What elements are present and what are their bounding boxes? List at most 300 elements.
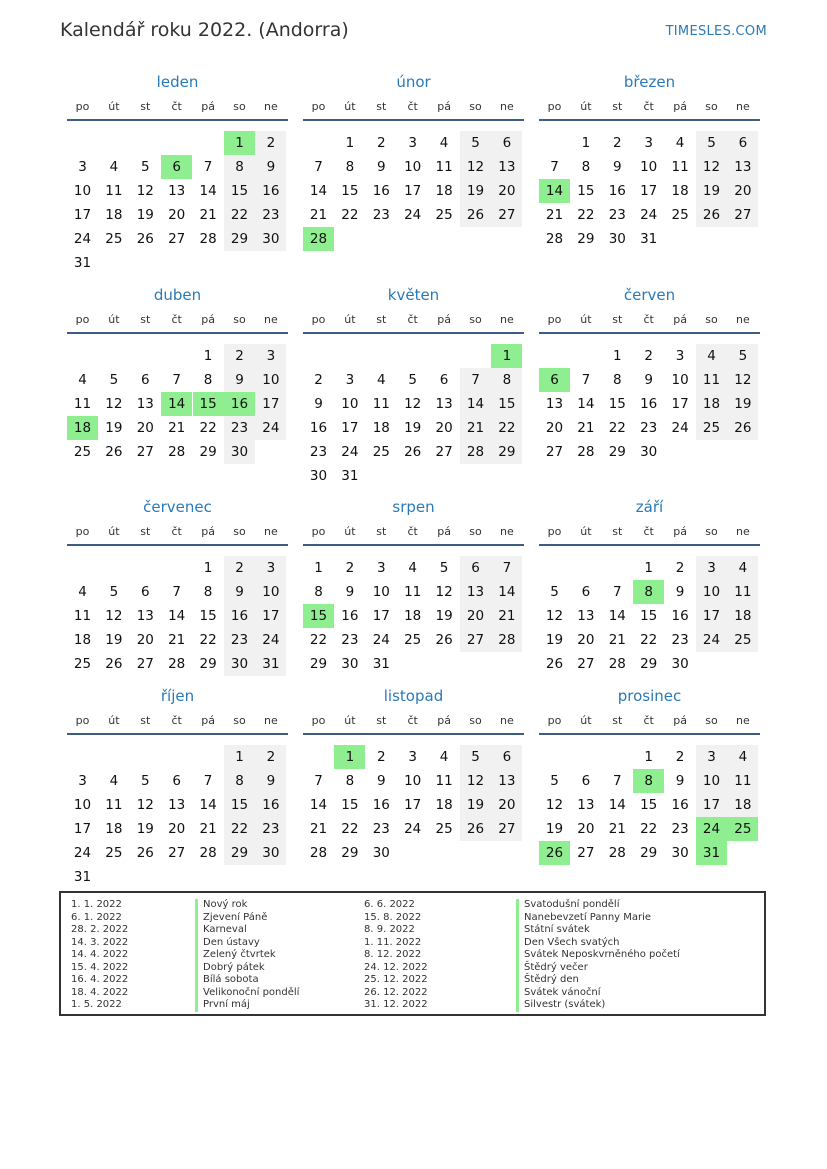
day-cell: 20 bbox=[491, 793, 522, 817]
day-cell: 20 bbox=[460, 604, 491, 628]
day-cell: 13 bbox=[577, 797, 595, 813]
day-cell: 25 bbox=[696, 416, 727, 440]
day-cell: 4 bbox=[675, 135, 685, 151]
day-cell: 31 bbox=[640, 231, 658, 247]
day-cell: 11 bbox=[105, 183, 123, 199]
day-cell: 29 bbox=[224, 227, 255, 251]
day-cell: 26 bbox=[696, 203, 727, 227]
weekday-header: so bbox=[469, 100, 482, 113]
day-cell: 16 bbox=[309, 420, 328, 436]
day-cell: 28 bbox=[460, 440, 491, 464]
day-cell: 1 bbox=[581, 135, 591, 151]
day-cell: 9 bbox=[377, 159, 386, 175]
weekday-header: ne bbox=[500, 714, 514, 727]
weekday-header: so bbox=[233, 100, 246, 113]
day-cell: 25 bbox=[105, 845, 123, 861]
month-leden bbox=[67, 73, 288, 273]
day-cell: 22 bbox=[608, 420, 626, 436]
day-cell: 20 bbox=[136, 632, 154, 648]
day-cell: 20 bbox=[168, 207, 186, 223]
day-cell: 9 bbox=[255, 769, 286, 793]
day-cell: 14 bbox=[608, 608, 626, 624]
day-cell: 14 bbox=[608, 797, 626, 813]
holiday-day-cell: 8 bbox=[633, 769, 664, 793]
weekday-header: po bbox=[75, 313, 90, 326]
legend-holiday-name: Státní svátek bbox=[516, 924, 590, 937]
day-cell: 13 bbox=[136, 608, 154, 624]
day-cell: 6 bbox=[581, 584, 591, 600]
day-cell: 21 bbox=[199, 207, 217, 223]
day-cell: 2 bbox=[224, 344, 255, 368]
page-title: Kalendář roku 2022. (Andorra) bbox=[60, 19, 349, 41]
day-cell: 12 bbox=[136, 797, 154, 813]
day-cell: 22 bbox=[224, 817, 255, 841]
day-cell: 23 bbox=[671, 821, 689, 837]
day-cell: 28 bbox=[199, 845, 217, 861]
day-cell: 25 bbox=[105, 231, 123, 247]
day-cell: 27 bbox=[136, 656, 154, 672]
day-cell: 13 bbox=[577, 608, 595, 624]
day-cell: 3 bbox=[696, 745, 727, 769]
day-cell: 3 bbox=[696, 556, 727, 580]
day-cell: 24 bbox=[640, 207, 658, 223]
weekday-header: po bbox=[311, 313, 326, 326]
day-cell: 24 bbox=[73, 231, 92, 247]
weekday-header: ne bbox=[736, 714, 750, 727]
holiday-day-cell: 1 bbox=[491, 344, 522, 368]
holiday-day-cell: 18 bbox=[67, 416, 98, 440]
day-cell: 11 bbox=[435, 773, 453, 789]
day-cell: 13 bbox=[491, 155, 522, 179]
day-cell: 22 bbox=[577, 207, 595, 223]
legend-date: 1. 5. 2022 bbox=[71, 999, 122, 1010]
day-cell: 24 bbox=[73, 845, 92, 861]
legend-holiday-name: Svatodušní pondělí bbox=[516, 899, 619, 912]
day-cell: 5 bbox=[109, 372, 119, 388]
day-cell: 17 bbox=[341, 420, 359, 436]
weekday-header: st bbox=[140, 313, 151, 326]
day-cell: 28 bbox=[168, 656, 186, 672]
day-cell: 19 bbox=[404, 420, 422, 436]
day-cell: 15 bbox=[224, 179, 255, 203]
day-cell: 24 bbox=[404, 821, 422, 837]
weekday-header: pá bbox=[201, 525, 215, 538]
weekday-header: st bbox=[376, 525, 387, 538]
day-cell: 15 bbox=[608, 396, 626, 412]
day-cell: 8 bbox=[491, 368, 522, 392]
day-cell: 31 bbox=[255, 652, 286, 676]
day-cell: 7 bbox=[203, 773, 213, 789]
day-cell: 27 bbox=[577, 845, 595, 861]
day-cell: 16 bbox=[608, 183, 626, 199]
day-cell: 18 bbox=[105, 207, 123, 223]
day-cell: 6 bbox=[727, 131, 758, 155]
weekday-header: čt bbox=[643, 525, 654, 538]
holiday-day-cell: 14 bbox=[539, 179, 570, 203]
day-cell: 1 bbox=[345, 135, 355, 151]
weekday-header: ne bbox=[500, 313, 514, 326]
day-cell: 16 bbox=[640, 396, 658, 412]
day-cell: 13 bbox=[168, 183, 186, 199]
weekday-header: čt bbox=[407, 100, 418, 113]
day-cell: 23 bbox=[224, 628, 255, 652]
day-cell: 26 bbox=[460, 203, 491, 227]
day-cell: 30 bbox=[608, 231, 626, 247]
day-cell: 12 bbox=[404, 396, 422, 412]
day-cell: 21 bbox=[168, 420, 186, 436]
weekday-header: út bbox=[108, 313, 120, 326]
weekday-header: st bbox=[140, 525, 151, 538]
legend-date: 28. 2. 2022 bbox=[71, 924, 129, 935]
day-cell: 2 bbox=[675, 560, 685, 576]
day-cell: 17 bbox=[73, 207, 92, 223]
header-rule bbox=[67, 733, 288, 735]
weekday-header: po bbox=[75, 100, 90, 113]
weekday-header: ne bbox=[264, 100, 278, 113]
day-cell: 30 bbox=[372, 845, 390, 861]
weekday-header: út bbox=[344, 313, 356, 326]
weekday-header: st bbox=[376, 313, 387, 326]
day-cell: 15 bbox=[491, 392, 522, 416]
day-cell: 1 bbox=[224, 745, 255, 769]
holiday-day-cell: 6 bbox=[161, 155, 192, 179]
day-cell: 11 bbox=[404, 584, 422, 600]
day-cell: 21 bbox=[309, 821, 328, 837]
day-cell: 31 bbox=[372, 656, 390, 672]
day-cell: 2 bbox=[644, 348, 653, 364]
day-cell: 8 bbox=[581, 159, 591, 175]
day-cell: 6 bbox=[439, 372, 449, 388]
day-cell: 29 bbox=[640, 845, 658, 861]
day-cell: 2 bbox=[377, 749, 386, 765]
weekday-header: so bbox=[705, 313, 718, 326]
day-cell: 8 bbox=[203, 372, 213, 388]
month-únor bbox=[303, 73, 524, 273]
month-září bbox=[539, 498, 760, 698]
day-cell: 16 bbox=[255, 793, 286, 817]
day-cell: 30 bbox=[341, 656, 359, 672]
legend-date: 6. 6. 2022 bbox=[364, 899, 415, 910]
day-cell: 25 bbox=[435, 207, 453, 223]
day-cell: 26 bbox=[460, 817, 491, 841]
day-cell: 11 bbox=[73, 396, 92, 412]
weekday-header: po bbox=[547, 525, 562, 538]
day-cell: 13 bbox=[435, 396, 453, 412]
weekday-header: so bbox=[469, 313, 482, 326]
weekday-header: so bbox=[233, 525, 246, 538]
weekday-header: st bbox=[612, 313, 623, 326]
day-cell: 19 bbox=[727, 392, 758, 416]
header-rule bbox=[303, 119, 524, 121]
day-cell: 16 bbox=[255, 179, 286, 203]
day-cell: 6 bbox=[141, 584, 150, 600]
day-cell: 11 bbox=[696, 368, 727, 392]
holiday-day-cell: 28 bbox=[303, 227, 334, 251]
month-name: říjen bbox=[160, 687, 195, 705]
weekday-header: čt bbox=[643, 100, 654, 113]
legend-holiday-name: Den ústavy bbox=[195, 937, 260, 950]
day-cell: 21 bbox=[608, 821, 626, 837]
day-cell: 3 bbox=[408, 135, 417, 151]
legend-date: 8. 9. 2022 bbox=[364, 924, 415, 935]
weekday-header: so bbox=[705, 525, 718, 538]
weekday-header: pá bbox=[437, 525, 451, 538]
day-cell: 1 bbox=[644, 560, 653, 576]
weekday-header: čt bbox=[171, 313, 182, 326]
legend-date: 25. 12. 2022 bbox=[364, 974, 428, 985]
day-cell: 28 bbox=[577, 444, 595, 460]
header-rule bbox=[539, 544, 760, 546]
holiday-day-cell: 1 bbox=[334, 745, 365, 769]
day-cell: 29 bbox=[491, 440, 522, 464]
day-cell: 23 bbox=[372, 207, 390, 223]
day-cell: 4 bbox=[727, 745, 758, 769]
day-cell: 3 bbox=[255, 344, 286, 368]
day-cell: 13 bbox=[545, 396, 564, 412]
day-cell: 21 bbox=[608, 632, 626, 648]
day-cell: 29 bbox=[608, 444, 626, 460]
day-cell: 9 bbox=[255, 155, 286, 179]
day-cell: 23 bbox=[640, 420, 658, 436]
weekday-header: pá bbox=[437, 714, 451, 727]
header-rule bbox=[539, 733, 760, 735]
day-cell: 21 bbox=[460, 416, 491, 440]
month-říjen bbox=[67, 687, 288, 887]
day-cell: 7 bbox=[491, 556, 522, 580]
day-cell: 18 bbox=[435, 797, 453, 813]
day-cell: 23 bbox=[255, 203, 286, 227]
day-cell: 30 bbox=[255, 841, 286, 865]
day-cell: 19 bbox=[105, 420, 123, 436]
day-cell: 29 bbox=[309, 656, 328, 672]
day-cell: 18 bbox=[671, 183, 689, 199]
day-cell: 2 bbox=[613, 135, 622, 151]
day-cell: 1 bbox=[203, 348, 213, 364]
day-cell: 16 bbox=[224, 604, 255, 628]
day-cell: 14 bbox=[309, 797, 328, 813]
holiday-day-cell: 24 bbox=[696, 817, 727, 841]
day-cell: 8 bbox=[345, 159, 355, 175]
weekday-header: čt bbox=[643, 313, 654, 326]
weekday-header: út bbox=[344, 714, 356, 727]
day-cell: 28 bbox=[199, 231, 217, 247]
day-cell: 6 bbox=[172, 773, 181, 789]
legend-date: 8. 12. 2022 bbox=[364, 949, 422, 960]
day-cell: 11 bbox=[105, 797, 123, 813]
weekday-header: pá bbox=[673, 714, 687, 727]
weekday-header: út bbox=[580, 313, 592, 326]
day-cell: 2 bbox=[345, 560, 355, 576]
day-cell: 25 bbox=[435, 821, 453, 837]
day-cell: 21 bbox=[577, 420, 595, 436]
weekday-header: čt bbox=[407, 313, 418, 326]
legend-date: 15. 4. 2022 bbox=[71, 961, 129, 973]
day-cell: 7 bbox=[460, 368, 491, 392]
month-name: červen bbox=[623, 286, 676, 304]
day-cell: 22 bbox=[640, 821, 658, 837]
day-cell: 27 bbox=[491, 203, 522, 227]
month-name: duben bbox=[153, 286, 202, 304]
day-cell: 29 bbox=[199, 444, 217, 460]
month-srpen bbox=[303, 498, 524, 698]
day-cell: 17 bbox=[255, 392, 286, 416]
weekday-header: pá bbox=[437, 313, 451, 326]
weekday-header: st bbox=[612, 714, 623, 727]
day-cell: 30 bbox=[640, 444, 658, 460]
day-cell: 17 bbox=[696, 793, 727, 817]
day-cell: 28 bbox=[545, 231, 564, 247]
day-cell: 20 bbox=[491, 179, 522, 203]
weekday-header: so bbox=[469, 525, 482, 538]
day-cell: 3 bbox=[675, 348, 685, 364]
day-cell: 13 bbox=[727, 155, 758, 179]
holiday-day-cell: 15 bbox=[303, 604, 334, 628]
day-cell: 27 bbox=[727, 203, 758, 227]
day-cell: 5 bbox=[109, 584, 119, 600]
weekday-header: pá bbox=[201, 100, 215, 113]
day-cell: 2 bbox=[675, 749, 685, 765]
day-cell: 7 bbox=[172, 584, 181, 600]
day-cell: 10 bbox=[372, 584, 390, 600]
day-cell: 12 bbox=[696, 155, 727, 179]
day-cell: 14 bbox=[491, 580, 522, 604]
weekday-header: čt bbox=[643, 714, 654, 727]
day-cell: 4 bbox=[408, 560, 417, 576]
weekday-header: po bbox=[311, 525, 326, 538]
weekday-header: čt bbox=[171, 525, 182, 538]
holiday-day-cell: 31 bbox=[696, 841, 727, 865]
day-cell: 10 bbox=[404, 773, 422, 789]
day-cell: 19 bbox=[545, 632, 564, 648]
weekday-header: pá bbox=[201, 313, 215, 326]
day-cell: 30 bbox=[309, 468, 328, 484]
header-rule bbox=[67, 119, 288, 121]
day-cell: 13 bbox=[136, 396, 154, 412]
legend-date: 1. 1. 2022 bbox=[71, 899, 122, 910]
day-cell: 6 bbox=[581, 773, 591, 789]
holiday-day-cell: 16 bbox=[224, 392, 255, 416]
month-březen bbox=[539, 73, 760, 273]
month-listopad bbox=[303, 687, 524, 887]
weekday-header: pá bbox=[673, 525, 687, 538]
weekday-header: st bbox=[612, 100, 623, 113]
day-cell: 28 bbox=[491, 628, 522, 652]
day-cell: 23 bbox=[309, 444, 328, 460]
day-cell: 4 bbox=[109, 773, 119, 789]
day-cell: 20 bbox=[577, 632, 595, 648]
day-cell: 22 bbox=[640, 632, 658, 648]
day-cell: 19 bbox=[460, 179, 491, 203]
day-cell: 24 bbox=[671, 420, 689, 436]
month-name: srpen bbox=[392, 498, 435, 516]
legend-holiday-name: První máj bbox=[195, 999, 250, 1012]
day-cell: 20 bbox=[435, 420, 453, 436]
day-cell: 12 bbox=[460, 155, 491, 179]
weekday-header: pá bbox=[673, 313, 687, 326]
month-červen bbox=[539, 286, 760, 486]
legend-holiday-name: Velikonoční pondělí bbox=[195, 987, 299, 1000]
day-cell: 6 bbox=[141, 372, 150, 388]
day-cell: 16 bbox=[341, 608, 359, 624]
day-cell: 29 bbox=[224, 841, 255, 865]
day-cell: 28 bbox=[608, 656, 626, 672]
header-rule bbox=[67, 544, 288, 546]
day-cell: 18 bbox=[435, 183, 453, 199]
day-cell: 19 bbox=[545, 821, 564, 837]
day-cell: 9 bbox=[613, 159, 622, 175]
legend-date: 26. 12. 2022 bbox=[364, 986, 428, 998]
day-cell: 15 bbox=[577, 183, 595, 199]
weekday-header: pá bbox=[437, 100, 451, 113]
day-cell: 18 bbox=[404, 608, 422, 624]
day-cell: 17 bbox=[372, 608, 390, 624]
day-cell: 14 bbox=[199, 797, 217, 813]
month-name: únor bbox=[396, 73, 431, 91]
day-cell: 9 bbox=[314, 396, 323, 412]
day-cell: 24 bbox=[404, 207, 422, 223]
day-cell: 12 bbox=[545, 608, 564, 624]
weekday-header: so bbox=[233, 313, 246, 326]
holiday-day-cell: 15 bbox=[193, 392, 224, 416]
day-cell: 2 bbox=[255, 745, 286, 769]
legend-holiday-name: Svátek Neposkvrněného početí bbox=[516, 949, 680, 962]
day-cell: 3 bbox=[377, 560, 386, 576]
day-cell: 29 bbox=[640, 656, 658, 672]
day-cell: 7 bbox=[203, 159, 213, 175]
day-cell: 5 bbox=[550, 584, 559, 600]
month-name: prosinec bbox=[617, 687, 682, 705]
day-cell: 27 bbox=[460, 628, 491, 652]
day-cell: 15 bbox=[199, 608, 217, 624]
weekday-header: út bbox=[108, 100, 120, 113]
brand-link[interactable]: TIMESLES.COM bbox=[665, 24, 767, 39]
day-cell: 27 bbox=[168, 845, 186, 861]
weekday-header: ne bbox=[264, 313, 278, 326]
weekday-header: ne bbox=[264, 714, 278, 727]
day-cell: 1 bbox=[203, 560, 213, 576]
day-cell: 16 bbox=[372, 183, 390, 199]
day-cell: 26 bbox=[435, 632, 453, 648]
legend-holiday-name: Den Všech svatých bbox=[516, 937, 620, 950]
day-cell: 19 bbox=[696, 179, 727, 203]
day-cell: 16 bbox=[671, 797, 689, 813]
legend-date: 24. 12. 2022 bbox=[364, 961, 428, 973]
header-rule bbox=[303, 733, 524, 735]
day-cell: 27 bbox=[168, 231, 186, 247]
day-cell: 20 bbox=[727, 179, 758, 203]
day-cell: 8 bbox=[613, 372, 622, 388]
day-cell: 2 bbox=[255, 131, 286, 155]
day-cell: 25 bbox=[73, 656, 92, 672]
day-cell: 25 bbox=[73, 444, 92, 460]
day-cell: 22 bbox=[341, 821, 359, 837]
weekday-header: ne bbox=[500, 525, 514, 538]
legend-date: 6. 1. 2022 bbox=[71, 911, 122, 923]
legend-date: 18. 4. 2022 bbox=[71, 986, 129, 998]
day-cell: 10 bbox=[696, 580, 727, 604]
day-cell: 14 bbox=[577, 396, 595, 412]
weekday-header: so bbox=[705, 714, 718, 727]
day-cell: 17 bbox=[255, 604, 286, 628]
day-cell: 30 bbox=[224, 652, 255, 676]
day-cell: 17 bbox=[404, 797, 422, 813]
day-cell: 21 bbox=[168, 632, 186, 648]
day-cell: 8 bbox=[203, 584, 213, 600]
day-cell: 10 bbox=[73, 183, 92, 199]
day-cell: 10 bbox=[255, 580, 286, 604]
day-cell: 5 bbox=[550, 773, 559, 789]
day-cell: 22 bbox=[224, 203, 255, 227]
